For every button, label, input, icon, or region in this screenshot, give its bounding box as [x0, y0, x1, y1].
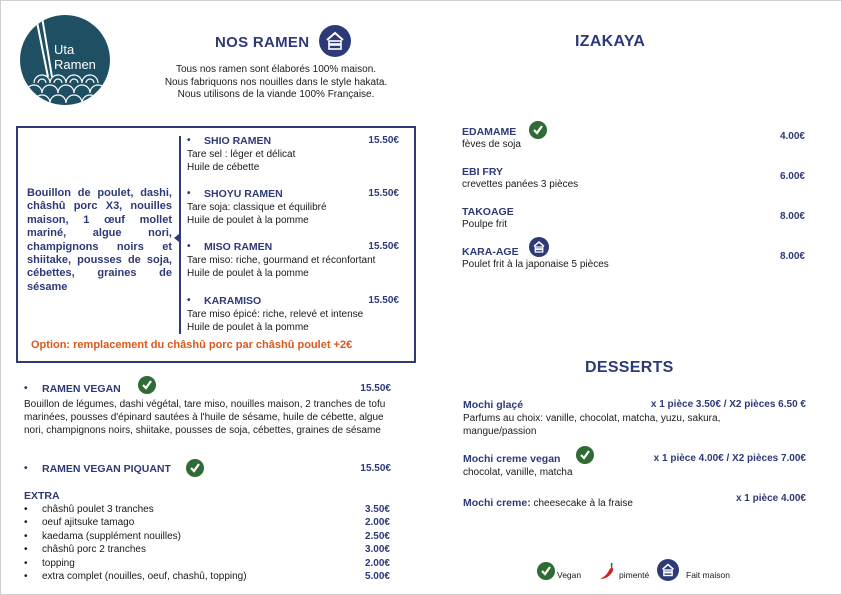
- extra-price: 3.00€: [364, 544, 390, 556]
- bullet-icon: •: [24, 463, 28, 474]
- item-price: 15.50€: [368, 295, 399, 306]
- nos-ramen-title: NOS RAMEN: [215, 34, 310, 51]
- ramen-item-shoyu: [187, 188, 399, 227]
- item-desc: Poulet frit à la japonaise 5 pièces: [462, 259, 609, 270]
- uta-ramen-logo: [20, 15, 110, 105]
- extra-row: [24, 517, 390, 530]
- extra-price: 5.00€: [364, 570, 390, 582]
- item-desc: cheesecake à la fraise: [530, 498, 633, 509]
- item-price: 15.50€: [368, 188, 399, 199]
- item-desc: Poulpe frit: [462, 219, 508, 230]
- chili-pepper-icon: [599, 561, 617, 581]
- extra-name: extra complet (nouilles, oeuf, chashû, topping): [42, 570, 247, 582]
- vegan-description: Bouillon de légumes, dashi végétal, tare miso, nouilles maison, 2 tranches de tofu marinées, pousses d'épinard sautées à l'huile de sésame, huile de cébette, algue nori, champignons noirs, shiitake, pousses de soja, cébettes, graines de sésame: [24, 399, 386, 436]
- bullet-icon: •: [187, 295, 191, 306]
- ramen-item-miso: [187, 241, 399, 280]
- dessert-item-mochi-glace: [463, 399, 806, 438]
- item-desc: Huile de cébette: [187, 162, 260, 173]
- item-price: 4.00€: [779, 131, 805, 142]
- logo-text-ramen: Ramen: [54, 57, 96, 72]
- box-divider: [179, 136, 181, 334]
- extra-list: [24, 504, 390, 584]
- item-desc: Huile de poulet à la pomme: [187, 215, 309, 226]
- dessert-item-mochi-creme: [463, 493, 806, 509]
- item-name: RAMEN VEGAN: [42, 383, 121, 395]
- ramen-item-shio: [187, 135, 399, 174]
- logo-text-uta: Uta: [54, 42, 75, 57]
- item-price: 8.00€: [779, 251, 805, 262]
- extra-name: châshû poulet 3 tranches: [42, 504, 154, 515]
- bullet-icon: •: [24, 383, 28, 394]
- bullet-icon: •: [24, 504, 28, 515]
- extra-price: 3.50€: [364, 504, 390, 515]
- legend-vegan-icon: [537, 562, 555, 580]
- vegan-icon: [186, 459, 204, 477]
- extra-row: [24, 504, 390, 517]
- extra-name: châshû porc 2 tranches: [42, 544, 146, 556]
- extra-name: kaedama (supplément nouilles): [42, 530, 181, 542]
- item-price: 6.00€: [779, 171, 805, 182]
- bullet-icon: •: [24, 557, 28, 569]
- bullet-icon: •: [187, 188, 191, 199]
- bullet-icon: •: [187, 241, 191, 252]
- option-note: Option: remplacement du châshû porc par châshû poulet +2€: [31, 339, 353, 351]
- item-name: Mochi creme:: [463, 497, 531, 509]
- item-name: KARA-AGE: [462, 246, 519, 258]
- item-desc: Tare miso épicé: riche, relevé et intense: [187, 309, 364, 320]
- intro-line: Nous fabriquons nos nouilles dans le style hakata.: [164, 76, 388, 88]
- legend-pimente-label: pimenté: [619, 570, 650, 580]
- ramen-item-karamiso: [187, 295, 399, 334]
- izakaya-item-ebi-fry: [462, 166, 805, 191]
- fait-maison-icon: [529, 237, 549, 257]
- legend-vegan-label: Vegan: [557, 570, 582, 580]
- bullet-icon: •: [24, 544, 28, 556]
- item-name: EBI FRY: [462, 166, 504, 178]
- extra-row: [24, 571, 390, 584]
- item-price: 8.00€: [779, 211, 805, 222]
- item-desc: Tare soja: classique et équilibré: [187, 202, 327, 213]
- bullet-icon: •: [24, 570, 28, 582]
- dessert-item-mochi-creme-vegan: [463, 453, 806, 479]
- item-name: RAMEN VEGAN PIQUANT: [42, 463, 171, 475]
- item-name: Mochi glaçé: [463, 399, 524, 411]
- item-name: MISO RAMEN: [204, 241, 273, 253]
- item-desc: chocolat, vanille, matcha: [463, 467, 573, 478]
- vegan-icon: [576, 446, 594, 464]
- extra-name: topping: [42, 557, 75, 569]
- izakaya-item-edamame: [462, 126, 805, 151]
- item-price: x 1 pièce 3.50€ / X2 pièces 6.50 €: [650, 399, 806, 410]
- bullet-icon: •: [24, 530, 28, 542]
- item-desc: crevettes panées 3 pièces: [462, 179, 579, 190]
- item-name: SHOYU RAMEN: [204, 188, 283, 200]
- izakaya-item-kara-age: [462, 246, 805, 271]
- item-name: TAKOAGE: [462, 206, 514, 218]
- item-desc: Parfums au choix: vanille, chocolat, matcha, yuzu, sakura, mangue/passion: [463, 413, 721, 437]
- desserts-title: DESSERTS: [585, 359, 674, 376]
- extra-price: 2.50€: [364, 530, 390, 542]
- item-price: x 1 pièce 4.00€ / X2 pièces 7.00€: [653, 453, 806, 464]
- item-name: KARAMISO: [204, 295, 262, 307]
- item-name: EDAMAME: [462, 126, 517, 138]
- item-desc: Huile de poulet à la pomme: [187, 322, 309, 333]
- item-desc: Huile de poulet à la pomme: [187, 268, 309, 279]
- legend-fait-maison-label: Fait maison: [686, 570, 730, 580]
- item-price: 15.50€: [368, 135, 399, 146]
- legend-fait-maison-icon: [657, 559, 679, 581]
- item-desc: Tare sel : léger et délicat: [187, 149, 296, 160]
- extra-row: [24, 531, 390, 544]
- extra-price: 2.00€: [364, 517, 390, 529]
- item-price: 15.50€: [360, 463, 391, 474]
- extra-row: [24, 558, 390, 571]
- extra-name: oeuf ajitsuke tamago: [42, 517, 135, 529]
- ramen-item-vegan: [24, 383, 391, 397]
- ramen-intro: [121, 64, 431, 102]
- item-price: 15.50€: [368, 241, 399, 252]
- bullet-icon: •: [187, 135, 191, 146]
- bullet-icon: •: [24, 517, 28, 529]
- izakaya-item-takoage: [462, 206, 805, 231]
- extra-price: 2.00€: [364, 557, 390, 569]
- intro-line: Nous utilisons de la viande 100% Française.: [177, 89, 375, 100]
- broth-description: Bouillon de poulet, dashi, châshû porc X3, nouilles maison, 1 œuf mollet mariné, algue nori, champignons noirs et shiitake, pousses de soja, cébettes, graines de sésame: [27, 187, 172, 293]
- intro-line: Tous nos ramen sont élaborés 100% maison.: [175, 64, 377, 75]
- item-desc: fèves de soja: [462, 139, 521, 150]
- item-name: SHIO RAMEN: [204, 135, 272, 147]
- divider-arrow-icon: [174, 234, 179, 242]
- vegan-icon: [138, 376, 156, 394]
- izakaya-title: IZAKAYA: [575, 33, 646, 50]
- extra-row: [24, 544, 390, 557]
- extra-title: EXTRA: [24, 490, 60, 502]
- fait-maison-icon: [319, 25, 351, 57]
- item-desc: Tare miso: riche, gourmand et réconfortant: [187, 255, 376, 266]
- item-price: x 1 pièce 4.00€: [735, 493, 806, 504]
- ramen-item-vegan-piquant: [24, 463, 391, 477]
- vegan-icon: [529, 121, 547, 139]
- item-name: Mochi creme vegan: [463, 453, 561, 465]
- item-price: 15.50€: [360, 383, 391, 394]
